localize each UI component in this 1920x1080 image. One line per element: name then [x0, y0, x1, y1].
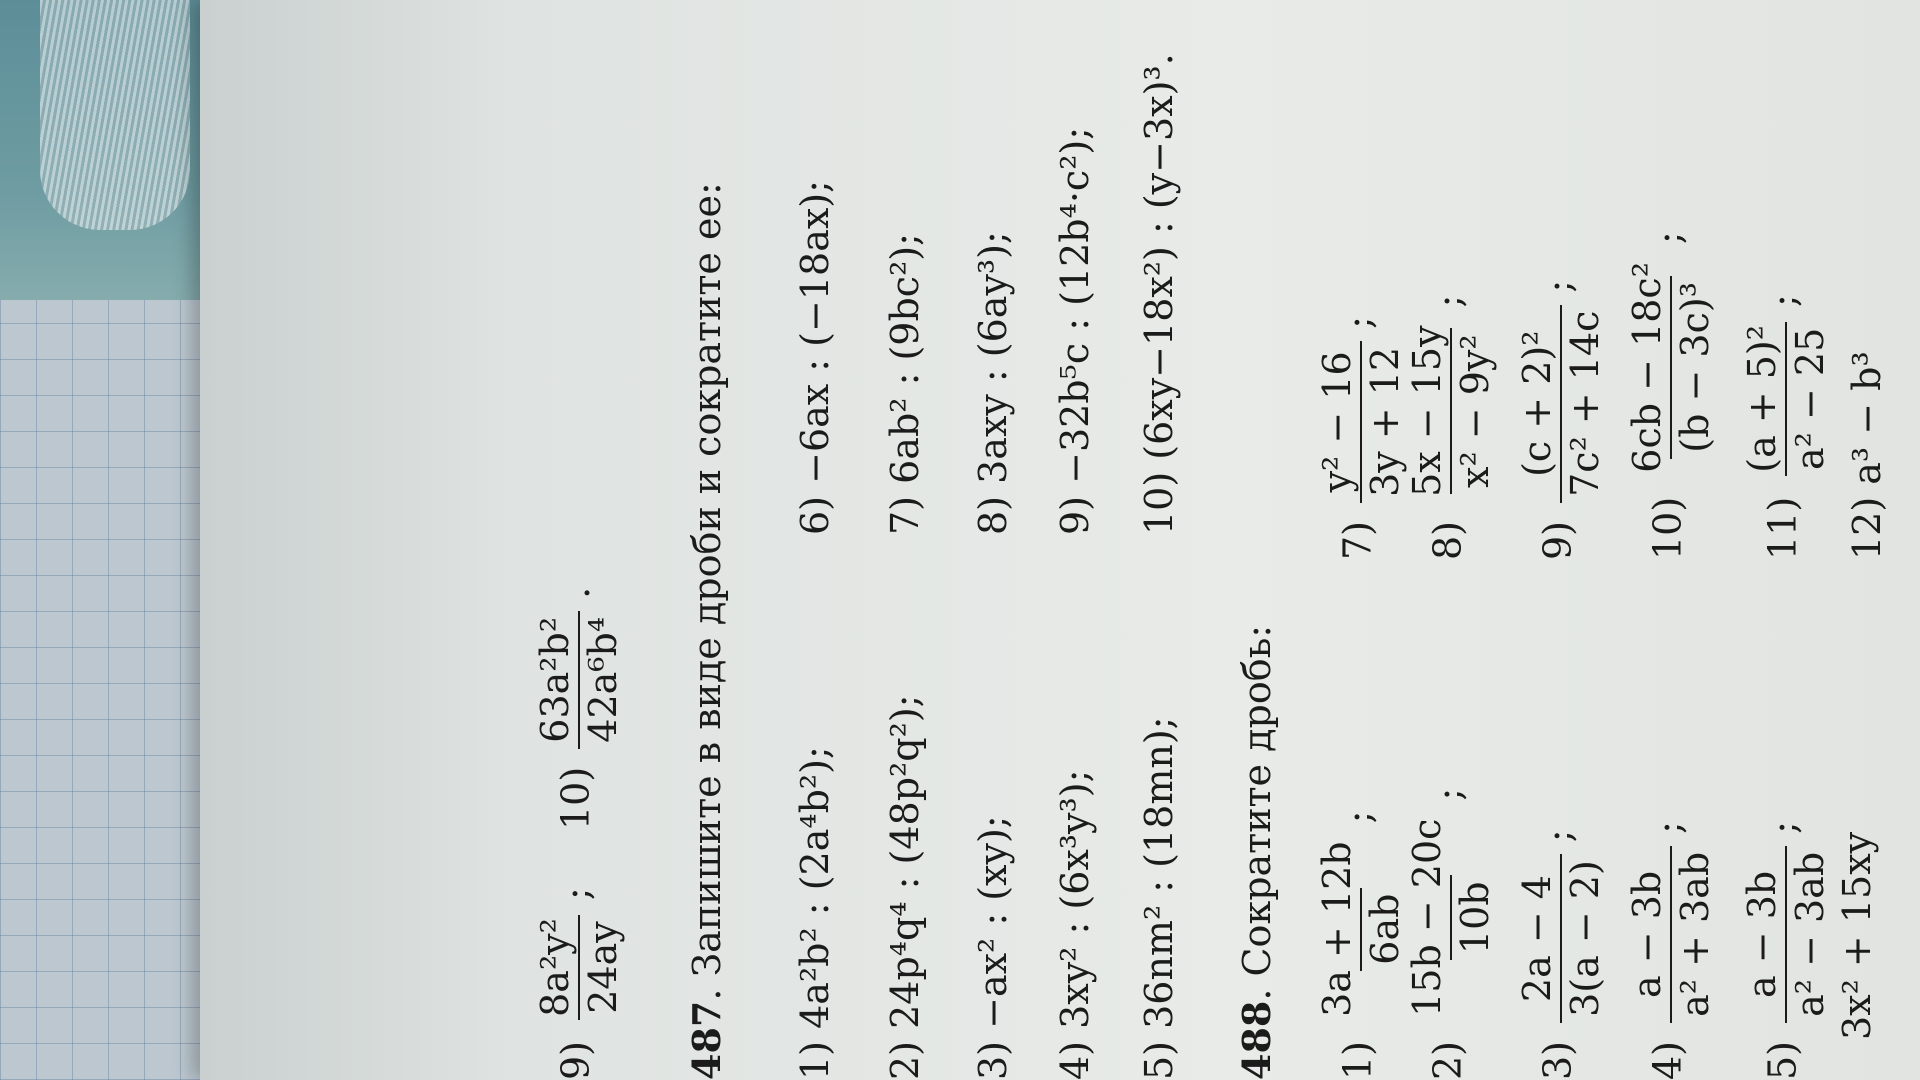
item-487-1: 1) 4a²b² : (2a⁴b²); — [793, 746, 837, 1080]
problem-number: 488 — [1234, 1000, 1279, 1080]
fraction: (a + 5)² a² − 25 — [1743, 319, 1829, 479]
problem-487-heading — [684, 182, 729, 1080]
item-487-4: 4) 3xy² : (6x³y³); — [1053, 769, 1097, 1080]
item-487-10: 10) (6xy−18x²) : (y−3x)³. — [1137, 53, 1181, 535]
fraction: 2a − 4 3(a − 2) — [1518, 854, 1604, 1023]
fraction: a − 3b a² + 3ab — [1628, 846, 1714, 1023]
item-487-6: 6) −6ax : (−18ax); — [793, 180, 837, 535]
item-488-3: 3) 2a − 4 3(a − 2) ; — [1515, 829, 1607, 1080]
item-487-7: 7) 6ab² : (9bc²); — [883, 233, 927, 535]
item-488-7: 7) y² − 16 3y + 12 ; — [1315, 316, 1407, 560]
problem-number: 487 — [684, 1000, 729, 1080]
fraction: a − 3b a² − 3ab — [1743, 846, 1829, 1023]
item-486-10: 10) 63a²b² 42a⁶b⁴ . — [533, 586, 625, 830]
item-488-9: 9) (c + 2)² 7c² + 14c ; — [1515, 279, 1607, 560]
item-488-12-partial: 12) a³ − b³ — [1845, 351, 1889, 560]
item-488-1: 1) 3a + 12b 6ab ; — [1315, 810, 1407, 1080]
item-487-2: 2) 24p⁴q⁴ : (48p²q²); — [883, 694, 927, 1080]
item-488-11: 11) (a + 5)² a² − 25 ; — [1740, 294, 1832, 560]
problem-task: . Запишите в виде дроби и сократите ее: — [685, 182, 729, 1001]
problem-task: . Сократите дробь: — [1235, 624, 1279, 1001]
problem-488-heading — [1234, 624, 1279, 1080]
fraction: 63a²b² 42a⁶b⁴ — [536, 611, 622, 749]
item-488-5: 5) a − 3b a² − 3ab ; — [1740, 821, 1832, 1080]
textbook-page — [200, 0, 1920, 1080]
item-487-8: 8) 3axy : (6ay³); — [971, 231, 1015, 535]
item-487-3: 3) −ax² : (xy); — [971, 815, 1015, 1080]
fraction: 6cb − 18c² (b − 3c)³ — [1625, 262, 1717, 473]
fraction: 3a + 12b 6ab — [1315, 841, 1407, 1017]
page-content — [528, 0, 1920, 1080]
item-487-9: 9) −32b⁵c : (12b⁴·c²); — [1053, 126, 1097, 535]
fraction: 8a²y² 24ay — [536, 912, 622, 1023]
fraction: 15b − 20c 10b — [1405, 818, 1497, 1017]
item-487-5: 5) 36nm² : (18mn); — [1137, 716, 1181, 1080]
item-488-8: 8) 5x − 15y x² − 9y² ; — [1405, 294, 1497, 560]
item-488-10: 10) 6cb − 18c² (b − 3c)³ ; — [1625, 231, 1717, 560]
fraction: (c + 2)² 7c² + 14c — [1518, 305, 1604, 503]
fraction: y² − 16 3y + 12 — [1318, 341, 1404, 503]
item-488-2: 2) 15b − 20c 10b ; — [1405, 787, 1497, 1080]
tassel-decoration — [40, 0, 190, 230]
item-488-6-partial: 3x² + 15xy — [1835, 831, 1879, 1040]
item-486-9: 9) 8a²y² 24ay ; — [533, 887, 625, 1080]
fraction: 5x − 15y x² − 9y² — [1405, 325, 1497, 497]
item-488-4: 4) a − 3b a² + 3ab ; — [1625, 821, 1717, 1080]
